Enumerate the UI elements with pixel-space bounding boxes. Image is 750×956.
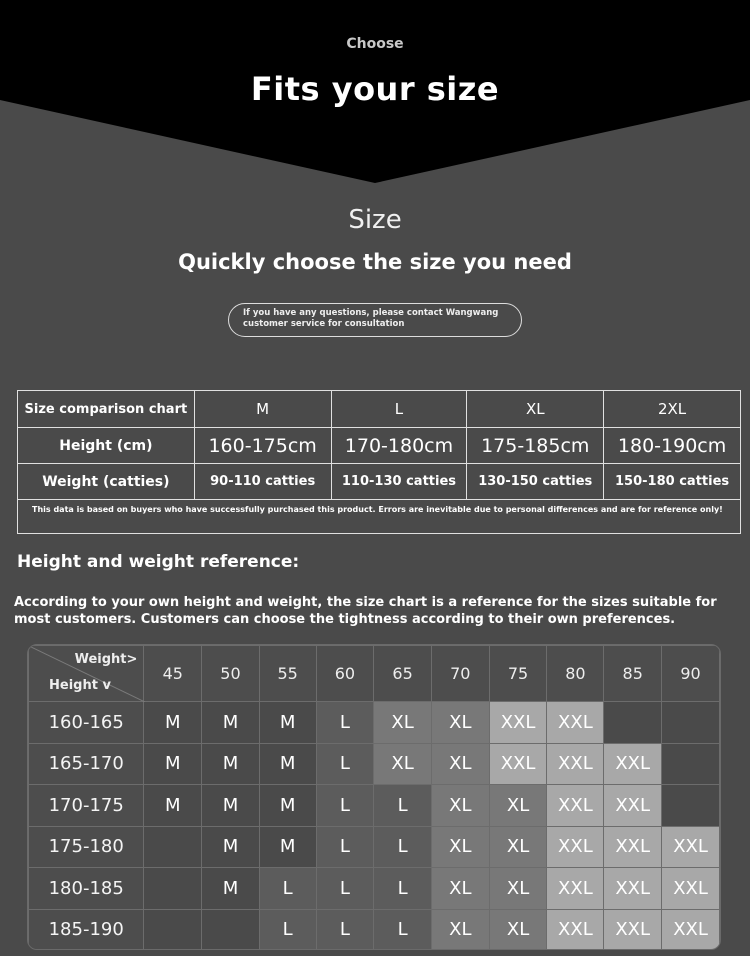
size-cell: L (316, 702, 374, 744)
weight-column-header: 60 (316, 646, 374, 702)
height-row-label: 165-170 (29, 743, 144, 785)
size-cell: XXL (547, 743, 604, 785)
size-cell: XXL (662, 826, 720, 868)
weight-column-header: 75 (489, 646, 547, 702)
size-cell: M (202, 702, 260, 744)
size-cell: XXL (604, 868, 662, 910)
reference-title: Height and weight reference: (17, 552, 300, 572)
grid-row (29, 743, 720, 785)
size-cell: L (316, 909, 374, 950)
size-cell: L (374, 785, 432, 827)
size-cell: XXL (662, 868, 720, 910)
size-cell: M (144, 743, 202, 785)
size-cell: XL (374, 702, 432, 744)
size-cell: XXL (547, 909, 604, 950)
height-axis-label: Height v (49, 678, 111, 693)
size-header: XL (467, 391, 604, 428)
size-cell: XL (489, 909, 547, 950)
grid-row (29, 702, 720, 744)
size-cell: M (144, 702, 202, 744)
table-row (18, 428, 741, 464)
weight-column-header: 70 (431, 646, 489, 702)
empty-cell (662, 702, 720, 744)
size-cell: L (316, 743, 374, 785)
size-cell: M (202, 826, 260, 868)
height-cell: 175-185cm (467, 428, 604, 464)
size-cell: XL (431, 785, 489, 827)
size-cell: XXL (547, 868, 604, 910)
size-cell: XL (374, 743, 432, 785)
size-cell: XXL (604, 743, 662, 785)
weight-label: Weight (catties) (18, 464, 195, 500)
size-cell: L (259, 909, 316, 950)
size-cell: M (202, 785, 260, 827)
empty-cell (662, 785, 720, 827)
size-cell: XL (431, 826, 489, 868)
size-cell: M (259, 826, 316, 868)
height-row-label: 160-165 (29, 702, 144, 744)
empty-cell (604, 702, 662, 744)
grid-row (29, 868, 720, 910)
size-cell: XL (489, 785, 547, 827)
size-cell: XXL (547, 785, 604, 827)
weight-column-header: 50 (202, 646, 260, 702)
height-row-label: 175-180 (29, 826, 144, 868)
weight-column-header: 55 (259, 646, 316, 702)
section-subheading: Quickly choose the size you need (178, 250, 572, 274)
table-row (18, 464, 741, 500)
weight-cell: 110-130 catties (331, 464, 467, 500)
banner-title: Fits your size (250, 70, 500, 108)
size-cell: M (259, 743, 316, 785)
size-cell: L (316, 826, 374, 868)
grid-row (29, 909, 720, 950)
height-cell: 180-190cm (604, 428, 741, 464)
size-cell: XL (431, 743, 489, 785)
size-cell: L (374, 826, 432, 868)
size-cell: XL (489, 868, 547, 910)
contact-notice: If you have any questions, please contact Wangwang customer service for consultation (228, 303, 522, 337)
empty-cell (202, 909, 260, 950)
height-cell: 160-175cm (194, 428, 331, 464)
height-row-label: 180-185 (29, 868, 144, 910)
size-cell: XXL (547, 702, 604, 744)
size-cell: XXL (604, 909, 662, 950)
size-cell: XXL (547, 826, 604, 868)
size-cell: M (259, 785, 316, 827)
size-cell: M (144, 785, 202, 827)
grid-header-row (29, 646, 720, 702)
size-cell: L (374, 909, 432, 950)
size-cell: XXL (489, 743, 547, 785)
size-cell: L (259, 868, 316, 910)
size-cell: L (374, 868, 432, 910)
grid-table (28, 645, 720, 950)
size-cell: XXL (489, 702, 547, 744)
size-cell: XL (431, 868, 489, 910)
size-cell: M (202, 743, 260, 785)
empty-cell (144, 909, 202, 950)
height-row-label: 185-190 (29, 909, 144, 950)
table-row (18, 500, 741, 534)
reference-description: According to your own height and weight, the size chart is a reference for the sizes suitable for most customers. Customers can choose the tightness according to their own preferences. (14, 595, 717, 627)
empty-cell (144, 868, 202, 910)
size-cell: L (316, 785, 374, 827)
section-heading: Size (348, 205, 402, 235)
size-chart-title: Size comparison chart (18, 391, 195, 428)
grid-row (29, 826, 720, 868)
size-comparison-table (17, 390, 741, 534)
height-weight-grid (27, 644, 721, 950)
weight-cell: 150-180 catties (604, 464, 741, 500)
grid-row (29, 785, 720, 827)
weight-column-header: 85 (604, 646, 662, 702)
size-header: 2XL (604, 391, 741, 428)
size-cell: XL (431, 909, 489, 950)
size-cell: XXL (662, 909, 720, 950)
grid-corner (29, 646, 144, 702)
empty-cell (144, 826, 202, 868)
size-header: M (194, 391, 331, 428)
size-cell: L (316, 868, 374, 910)
weight-axis-label: Weight> (74, 652, 138, 667)
weight-column-header: 65 (374, 646, 432, 702)
height-cell: 170-180cm (331, 428, 467, 464)
banner-kicker: Choose (346, 36, 404, 52)
weight-column-header: 80 (547, 646, 604, 702)
weight-cell: 130-150 catties (467, 464, 604, 500)
weight-column-header: 90 (662, 646, 720, 702)
size-cell: M (259, 702, 316, 744)
size-cell: XL (489, 826, 547, 868)
size-cell: XL (431, 702, 489, 744)
size-cell: M (202, 868, 260, 910)
weight-column-header: 45 (144, 646, 202, 702)
height-label: Height (cm) (18, 428, 195, 464)
size-header: L (331, 391, 467, 428)
size-cell: XXL (604, 826, 662, 868)
size-cell: XXL (604, 785, 662, 827)
height-row-label: 170-175 (29, 785, 144, 827)
disclaimer-note: This data is based on buyers who have successfully purchased this product. Errors are inevitable due to personal differences and are for reference only! (18, 500, 741, 534)
empty-cell (662, 743, 720, 785)
table-row (18, 391, 741, 428)
weight-cell: 90-110 catties (194, 464, 331, 500)
